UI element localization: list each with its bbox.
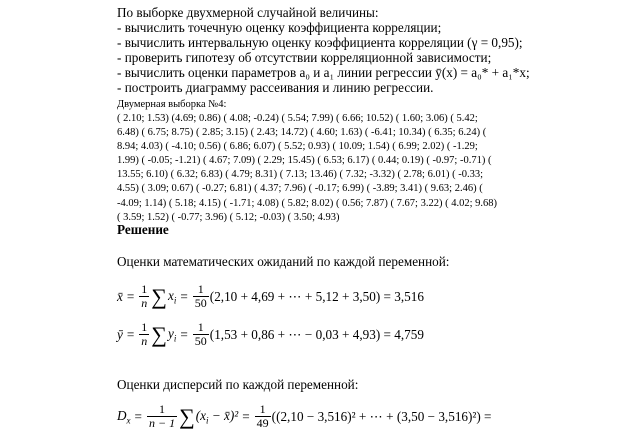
task-intro: По выборке двухмерной случайной величины: <box>117 5 379 20</box>
fraction: $\frac{1}{n - 1}$ <box>148 402 176 430</box>
task-item: - вычислить точечную оценку коэффициента корреляции; <box>117 20 442 35</box>
mean-x-value: (2,10 + 4,69 + ⋯ + 5,12 + 3,50) = 3,516 <box>209 288 424 304</box>
sum-symbol: ∑ <box>179 403 195 429</box>
mean-x-formula: x̄ = $\frac{1}{n}$ ∑ $x_i$ = $\frac{1}{50}$ (2,10 + 4,69 + ⋯ + 5,12 + 3,50) = 3,516 <box>117 282 424 310</box>
fraction: $\frac{1}{n}$ <box>141 282 148 310</box>
fraction: $\frac{1}{50}$ <box>194 282 207 310</box>
sample-data: ( 2.10; 1.53) (4.69; 0.86) ( 4.08; -0.24) ( 5.54; 7.99) ( 6.66; 10.52) ( 1.60; 3.06) ( 5.42; 6.48) ( 6.75; 8.75) ( 2.85; 3.15) ( 2.43; 14.72) ( 4.60; 1.63) ( -6.41; 10.34) ( 6.35; 6.24) ( 8.94; 4.03) ( -4.10; 0.56) ( 6.86; 6.07) ( 5.52; 0.93) ( 10.09; 1.54) ( 6.99; 2.02) ( -1.29; 1.99) ( -0.05; -1.21) ( 4.67; 7.09) ( 2.29; 15.45) ( 6.53; 6.17) ( 0.44; 0.19) ( -0.97; -0.71) ( 13.55; 6.10) ( 6.32; 6.83) ( 4.79; 8.31) ( 7.13; 13.46) ( 7.32; -3.32) ( 2.78; 6.01) ( -0.33; 4.55) ( 3.09; 0.67) ( -0.27; 6.81) ( 4.37; 7.96) ( -0.17; 6.99) ( -3.89; 3.41) ( 9.63; 2.46) ( -4.09; 1.14) ( 5.18; 4.15) ( -1.71; 4.08) ( 5.82; 8.02) ( 0.56; 7.87) ( 7.67; 3.22) ( 4.02; 9.68) ( 3.59; 1.52) ( -0.77; 3.96) ( 5.12; -0.03) ( 3.50; 4.93) <box>117 113 497 223</box>
task-item: - вычислить интервальную оценку коэффициента корреляции (γ = 0,95); <box>117 35 523 50</box>
task-item: - построить диаграмму рассеивания и линию регрессии. <box>117 80 434 95</box>
dispersion-formula: $D_x$ = $\frac{1}{n - 1}$ ∑ ($x_i$ − x̄)² = $\frac{1}{49}$ ((2,10 − 3,516)² + ⋯ + (3,50 − 3,516)²) = <box>117 402 492 430</box>
task-statement <box>117 5 530 95</box>
sum-symbol: ∑ <box>151 321 167 347</box>
mean-y-value: (1,53 + 0,86 + ⋯ − 0,03 + 4,93) = 4,759 <box>209 326 424 342</box>
dispersion-value: ((2,10 − 3,516)² + ⋯ + (3,50 − 3,516)²) = <box>271 408 492 424</box>
mean-y-formula: ȳ = $\frac{1}{n}$ ∑ $y_i$ = $\frac{1}{50}$ (1,53 + 0,86 + ⋯ − 0,03 + 4,93) = 4,759 <box>117 320 424 348</box>
task-item: - вычислить оценки параметров a₀ и a₁ линии регрессии ȳ(x) = a₀* + a₁*x; <box>117 65 530 80</box>
solution-heading: Решение <box>117 222 169 237</box>
fraction: $\frac{1}{50}$ <box>194 320 207 348</box>
sample-title: Двумерная выборка №4: <box>117 99 227 110</box>
fraction: $\frac{1}{49}$ <box>256 402 269 430</box>
task-item: - проверить гипотезу об отсутствии корреляционной зависимости; <box>117 50 492 65</box>
sum-symbol: ∑ <box>151 283 167 309</box>
mean-estimates-text: Оценки математических ожиданий по каждой переменной: <box>117 254 450 269</box>
fraction: $\frac{1}{n}$ <box>141 320 148 348</box>
dispersion-estimates-text: Оценки дисперсий по каждой переменной: <box>117 377 359 392</box>
